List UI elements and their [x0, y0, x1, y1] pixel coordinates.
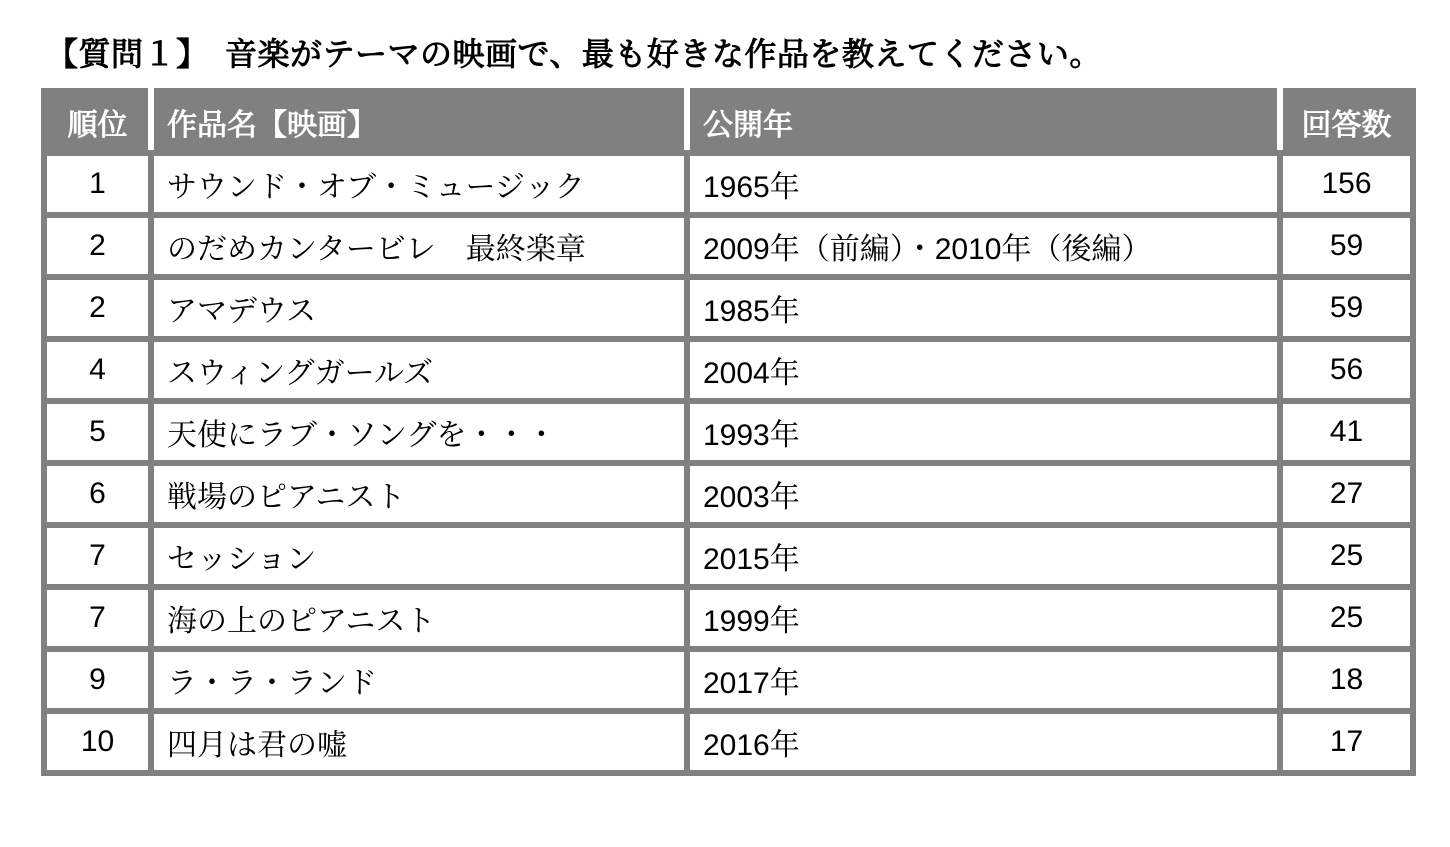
table-row — [44, 649, 1413, 711]
cell-movie: アマデウス — [151, 277, 687, 339]
cell-count: 17 — [1280, 711, 1413, 773]
question-title: 【質問１】 音楽がテーマの映画で、最も好きな作品を教えてください。 — [46, 36, 1102, 72]
table-row — [44, 525, 1413, 587]
cell-year: 2003年 — [687, 463, 1280, 525]
cell-year: 2009年（前編）・2010年（後編） — [687, 215, 1280, 277]
cell-year: 2017年 — [687, 649, 1280, 711]
cell-count: 41 — [1280, 401, 1413, 463]
cell-count: 59 — [1280, 215, 1413, 277]
cell-count: 56 — [1280, 339, 1413, 401]
table-row — [44, 277, 1413, 339]
cell-rank: 4 — [44, 339, 151, 401]
cell-count: 18 — [1280, 649, 1413, 711]
cell-year: 1965年 — [687, 153, 1280, 215]
cell-movie: セッション — [151, 525, 687, 587]
cell-count: 25 — [1280, 587, 1413, 649]
cell-rank: 10 — [44, 711, 151, 773]
table-row — [44, 587, 1413, 649]
cell-rank: 7 — [44, 587, 151, 649]
table-row — [44, 711, 1413, 773]
cell-rank: 6 — [44, 463, 151, 525]
cell-year: 1993年 — [687, 401, 1280, 463]
cell-rank: 5 — [44, 401, 151, 463]
table-row — [44, 339, 1413, 401]
header-cell-year: 公開年 — [687, 91, 1280, 153]
cell-year: 2015年 — [687, 525, 1280, 587]
cell-movie: 戦場のピアニスト — [151, 463, 687, 525]
ranking-table — [41, 88, 1416, 776]
cell-year: 2004年 — [687, 339, 1280, 401]
cell-count: 156 — [1280, 153, 1413, 215]
cell-rank: 2 — [44, 277, 151, 339]
header-cell-rank: 順位 — [44, 91, 151, 153]
cell-movie: スウィングガールズ — [151, 339, 687, 401]
header-cell-movie: 作品名【映画】 — [151, 91, 687, 153]
cell-movie: 四月は君の嘘 — [151, 711, 687, 773]
cell-count: 59 — [1280, 277, 1413, 339]
cell-rank: 7 — [44, 525, 151, 587]
cell-year: 1985年 — [687, 277, 1280, 339]
cell-count: 25 — [1280, 525, 1413, 587]
header-row — [44, 91, 1413, 153]
cell-movie: 海の上のピアニスト — [151, 587, 687, 649]
cell-year: 2016年 — [687, 711, 1280, 773]
cell-rank: 1 — [44, 153, 151, 215]
cell-count: 27 — [1280, 463, 1413, 525]
cell-movie: 天使にラブ・ソングを・・・ — [151, 401, 687, 463]
cell-movie: のだめカンタービレ 最終楽章 — [151, 215, 687, 277]
cell-year: 1999年 — [687, 587, 1280, 649]
table-row — [44, 215, 1413, 277]
table-body — [44, 153, 1413, 773]
header-cell-count: 回答数 — [1280, 91, 1413, 153]
cell-rank: 2 — [44, 215, 151, 277]
table-row — [44, 401, 1413, 463]
table-row — [44, 153, 1413, 215]
cell-movie: サウンド・オブ・ミュージック — [151, 153, 687, 215]
table-row — [44, 463, 1413, 525]
cell-movie: ラ・ラ・ランド — [151, 649, 687, 711]
cell-rank: 9 — [44, 649, 151, 711]
